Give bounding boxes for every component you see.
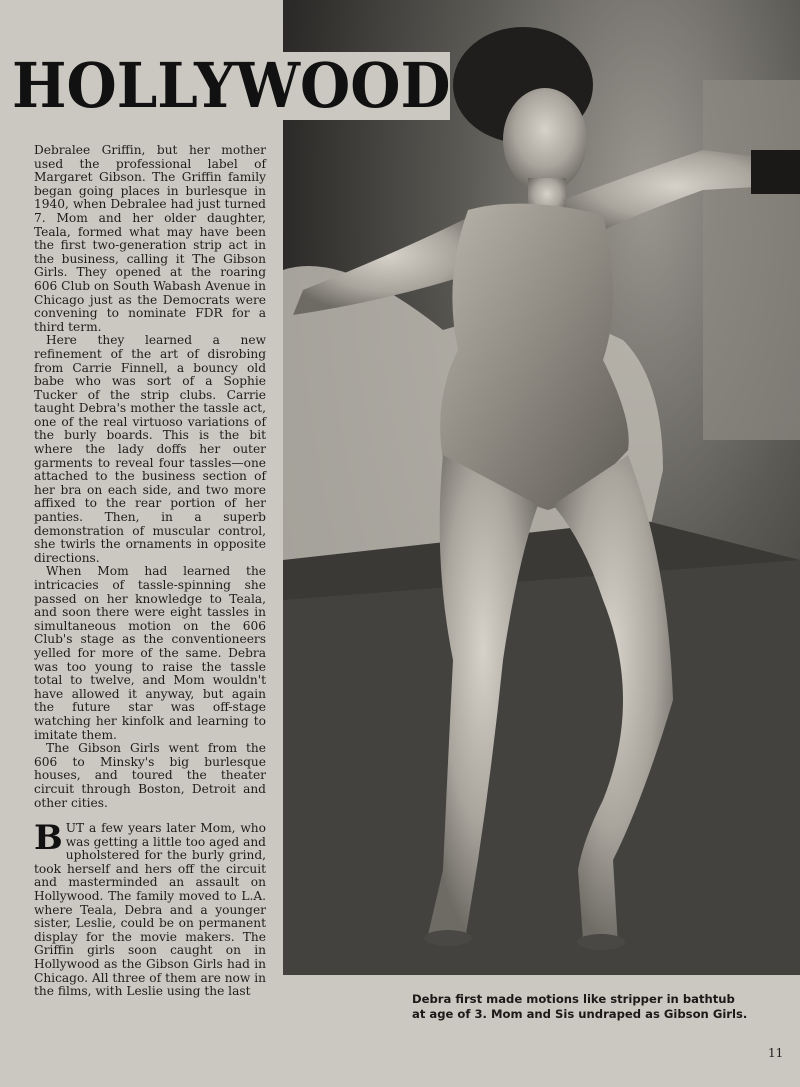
paragraph-2: Here they learned a new refinement of the art of disrobing from Carrie Finnell, a bouncy old babe who was sort of a Sophie Tucker of the strip clubs. Carrie taught Debra's mother the tassle act, one of the real virtuoso variations of the burly boards. This is the bit where the lady doffs her outer garments to reveal four tassles—one attached to the business section of her bra on each side, and two more affixed to the rear portion of her panties. Then, in a superb demonstration of muscular control, she twirls the ornaments in opposite directions. (34, 333, 266, 565)
article-column (34, 144, 266, 999)
dancer-photo (283, 0, 800, 975)
headline: HOLLYWOOD (12, 49, 451, 122)
paragraph-3: When Mom had learned the intricacies of tassle-spinning she passed on her knowledge to Teala, and soon there were eight tassles in simultaneous motion on the 606 Club's stage as the conventioneers yelled for more of the same. Debra was too young to raise the tassle total to twelve, and Mom wouldn't have allowed it anyway, but again the future star was off-stage watching her kinfolk and learning to imitate them. (34, 564, 266, 742)
photo-caption: Debra first made motions like stripper in bathtub at age of 3. Mom and Sis undraped as Gibson Girls. (412, 992, 748, 1021)
headline-box (10, 49, 451, 122)
drop-cap: B (34, 818, 63, 859)
paragraph-1: Debralee Griffin, but her mother used the professional label of Margaret Gibson. The Griffin family began going places in burlesque in 1940, when Debralee had just turned 7. Mom and her older daughter, Teala, formed what may have been the first two-generation strip act in the business, calling it The Gibson Girls. They opened at the roaring 606 Club on South Wabash Avenue in Chicago just as the Democrats were convening to nominate FDR for a third term. (34, 143, 266, 334)
paragraph-5-text: UT a few years later Mom, who was getting a little too aged and upholstered for the burly grind, took herself and hers off the circuit and masterminded an assault on Hollywood. The family moved to L.A. where Teala, Debra and a younger sister, Leslie, could be on permanent display for the movie makers. The Griffin girls soon caught on in Hollywood as the Gibson Girls had in Chicago. All three of them are now in the films, with Leslie using the last (34, 821, 266, 999)
dancer-illustration (283, 0, 800, 975)
paragraph-4: The Gibson Girls went from the 606 to Minsky's big burlesque houses, and toured the theater circuit through Boston, Detroit and other cities. (34, 741, 266, 810)
page-number: 11 (768, 1046, 784, 1060)
paragraph-5 (34, 818, 266, 999)
